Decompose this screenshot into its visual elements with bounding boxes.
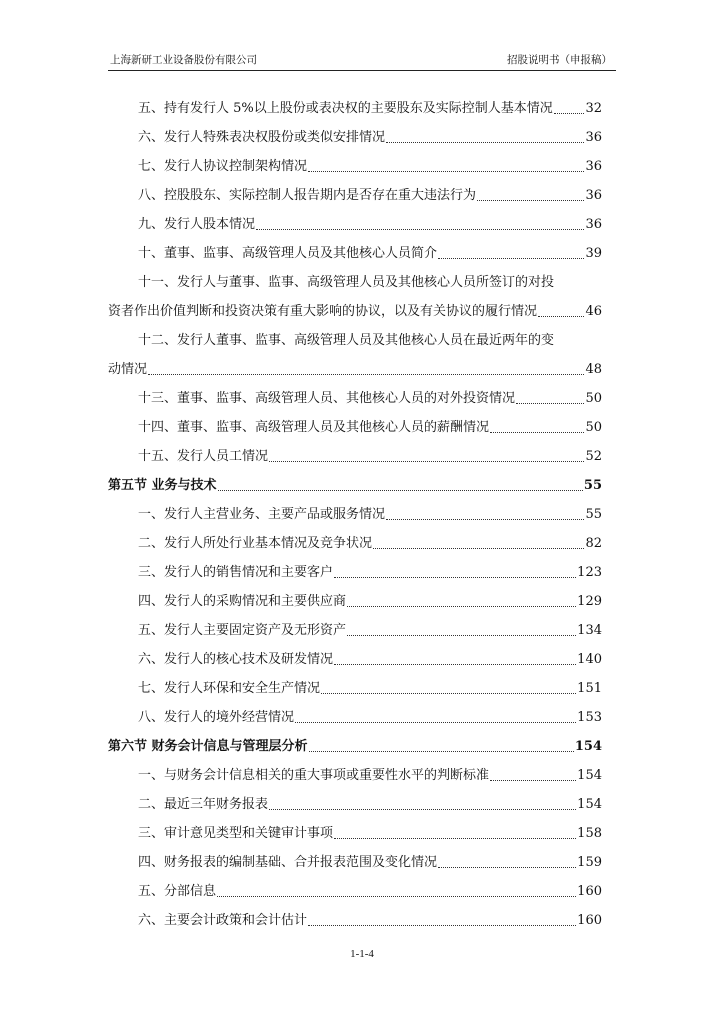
toc-entry[interactable]	[108, 494, 602, 523]
toc-entry[interactable]	[108, 117, 602, 146]
dot-leader	[438, 866, 576, 868]
toc-entry[interactable]	[108, 436, 602, 465]
toc-entry-title: 十四、董事、监事、高级管理人员及其他核心人员的薪酬情况	[138, 420, 490, 435]
toc-entry[interactable]	[108, 813, 602, 842]
toc-entry-title: 二、最近三年财务报表	[138, 797, 269, 812]
dot-leader	[347, 605, 576, 607]
toc-page-number: 36	[585, 188, 602, 203]
toc-entry[interactable]	[108, 378, 602, 407]
toc-section-heading[interactable]	[108, 726, 602, 755]
toc-page-number: 39	[585, 246, 602, 261]
toc-entry-line2[interactable]	[108, 291, 602, 320]
page-number: 1-1-4	[350, 948, 374, 960]
toc-page-number: 36	[585, 159, 602, 174]
toc-entry[interactable]	[108, 871, 602, 900]
toc-entry[interactable]	[108, 146, 602, 175]
toc-entry-title: 十五、发行人员工情况	[138, 449, 269, 464]
toc-page-number: 32	[585, 101, 602, 116]
toc-entry[interactable]	[108, 204, 602, 233]
dot-leader	[308, 924, 576, 926]
dot-leader	[554, 112, 585, 114]
toc-entry-title: 九、发行人股本情况	[138, 217, 256, 232]
toc-entry-title: 七、发行人协议控制架构情况	[138, 159, 308, 174]
toc-page-number: 46	[585, 304, 602, 319]
toc-entry[interactable]	[108, 842, 602, 871]
dot-leader	[490, 431, 584, 433]
toc-page-number: 140	[577, 652, 602, 667]
toc-entry[interactable]	[108, 552, 602, 581]
toc-entry-title: 五、分部信息	[138, 884, 217, 899]
toc-entry[interactable]	[108, 900, 602, 929]
dot-leader	[386, 141, 584, 143]
toc-page-number: 48	[585, 362, 602, 377]
toc-entry-title: 第六节 财务会计信息与管理层分析	[108, 739, 308, 754]
toc-entry-title-cont: 动情况	[108, 362, 148, 377]
toc-entry[interactable]	[108, 697, 602, 726]
dot-leader	[308, 170, 584, 172]
dot-leader	[269, 808, 576, 810]
toc-page-number: 159	[577, 855, 602, 870]
toc-entry[interactable]	[108, 639, 602, 668]
dot-leader	[256, 228, 584, 230]
toc-entry-line1[interactable]	[108, 262, 602, 291]
toc-page-number: 52	[585, 449, 602, 464]
toc-entry-title: 十二、发行人董事、监事、高级管理人员及其他核心人员在最近两年的变	[138, 333, 555, 348]
dot-leader	[269, 460, 584, 462]
toc-entry-title: 二、发行人所处行业基本情况及竞争状况	[138, 536, 373, 551]
toc-page-number: 36	[585, 130, 602, 145]
toc-entry-title: 六、主要会计政策和会计估计	[138, 913, 308, 928]
dot-leader	[516, 402, 584, 404]
toc-page-number: 158	[577, 826, 602, 841]
toc-entry-line2[interactable]	[108, 349, 602, 378]
toc-entry-title: 十、董事、监事、高级管理人员及其他核心人员简介	[138, 246, 438, 261]
toc-page-number: 160	[577, 913, 602, 928]
dot-leader	[373, 547, 584, 549]
toc-page-number: 134	[577, 623, 602, 638]
toc-entry-title: 一、发行人主营业务、主要产品或服务情况	[138, 507, 386, 522]
dot-leader	[321, 692, 576, 694]
toc-entry-title: 第五节 业务与技术	[108, 478, 217, 493]
dot-leader	[477, 199, 584, 201]
toc-entry[interactable]	[108, 88, 602, 117]
toc-page-number: 151	[577, 681, 602, 696]
page-header	[108, 52, 616, 71]
toc-page-number: 129	[577, 594, 602, 609]
dot-leader	[490, 779, 576, 781]
toc-page-number: 154	[577, 768, 602, 783]
toc-entry-title: 六、发行人特殊表决权股份或类似安排情况	[138, 130, 386, 145]
dot-leader	[218, 489, 583, 491]
toc-page-number: 55	[585, 507, 602, 522]
toc-page-number: 55	[583, 478, 602, 493]
toc-section-heading[interactable]	[108, 465, 602, 494]
dot-leader	[295, 721, 576, 723]
toc-entry-title: 四、财务报表的编制基础、合并报表范围及变化情况	[138, 855, 438, 870]
dot-leader	[334, 663, 576, 665]
toc-page-number: 50	[585, 420, 602, 435]
dot-leader	[538, 315, 584, 317]
toc-entry-title: 五、发行人主要固定资产及无形资产	[138, 623, 347, 638]
dot-leader	[347, 634, 576, 636]
toc-entry-line1[interactable]	[108, 320, 602, 349]
toc-entry[interactable]	[108, 407, 602, 436]
toc-entry-title: 一、与财务会计信息相关的重大事项或重要性水平的判断标准	[138, 768, 490, 783]
toc-entry-title: 八、发行人的境外经营情况	[138, 710, 295, 725]
toc-entry-title: 七、发行人环保和安全生产情况	[138, 681, 321, 696]
toc-entry-title: 十三、董事、监事、高级管理人员、其他核心人员的对外投资情况	[138, 391, 516, 406]
toc-entry-title: 八、控股股东、实际控制人报告期内是否存在重大违法行为	[138, 188, 477, 203]
toc-page-number: 50	[585, 391, 602, 406]
toc-entry[interactable]	[108, 523, 602, 552]
toc-entry-title: 三、发行人的销售情况和主要客户	[138, 565, 334, 580]
dot-leader	[148, 373, 584, 375]
dot-leader	[309, 750, 574, 752]
company-name: 上海新研工业设备股份有限公司	[110, 54, 257, 66]
toc-entry[interactable]	[108, 233, 602, 262]
toc-entry-title: 六、发行人的核心技术及研发情况	[138, 652, 334, 667]
toc-entry-title: 十一、发行人与董事、监事、高级管理人员及其他核心人员所签订的对投	[138, 275, 555, 290]
toc-entry[interactable]	[108, 668, 602, 697]
toc-entry[interactable]	[108, 610, 602, 639]
toc-entry-title: 四、发行人的采购情况和主要供应商	[138, 594, 347, 609]
toc-entry-title: 三、审计意见类型和关键审计事项	[138, 826, 334, 841]
toc-entry-title-cont: 资者作出价值判断和投资决策有重大影响的协议，以及有关协议的履行情况	[108, 304, 538, 319]
toc-page-number: 82	[585, 536, 602, 551]
toc-page-number: 154	[574, 739, 602, 754]
toc-entry[interactable]	[108, 755, 602, 784]
dot-leader	[386, 518, 584, 520]
toc-entry[interactable]	[108, 581, 602, 610]
dot-leader	[438, 257, 584, 259]
toc-entry[interactable]	[108, 175, 602, 204]
toc-entry-title: 五、持有发行人 5%以上股份或表决权的主要股东及实际控制人基本情况	[138, 101, 553, 116]
toc-page-number: 154	[577, 797, 602, 812]
dot-leader	[334, 576, 576, 578]
table-of-contents	[108, 88, 602, 929]
dot-leader	[217, 895, 576, 897]
toc-page-number: 36	[585, 217, 602, 232]
document-title: 招股说明书（申报稿）	[507, 54, 612, 66]
toc-entry[interactable]	[108, 784, 602, 813]
toc-page-number: 123	[577, 565, 602, 580]
dot-leader	[334, 837, 576, 839]
toc-page-number: 153	[577, 710, 602, 725]
toc-page-number: 160	[577, 884, 602, 899]
